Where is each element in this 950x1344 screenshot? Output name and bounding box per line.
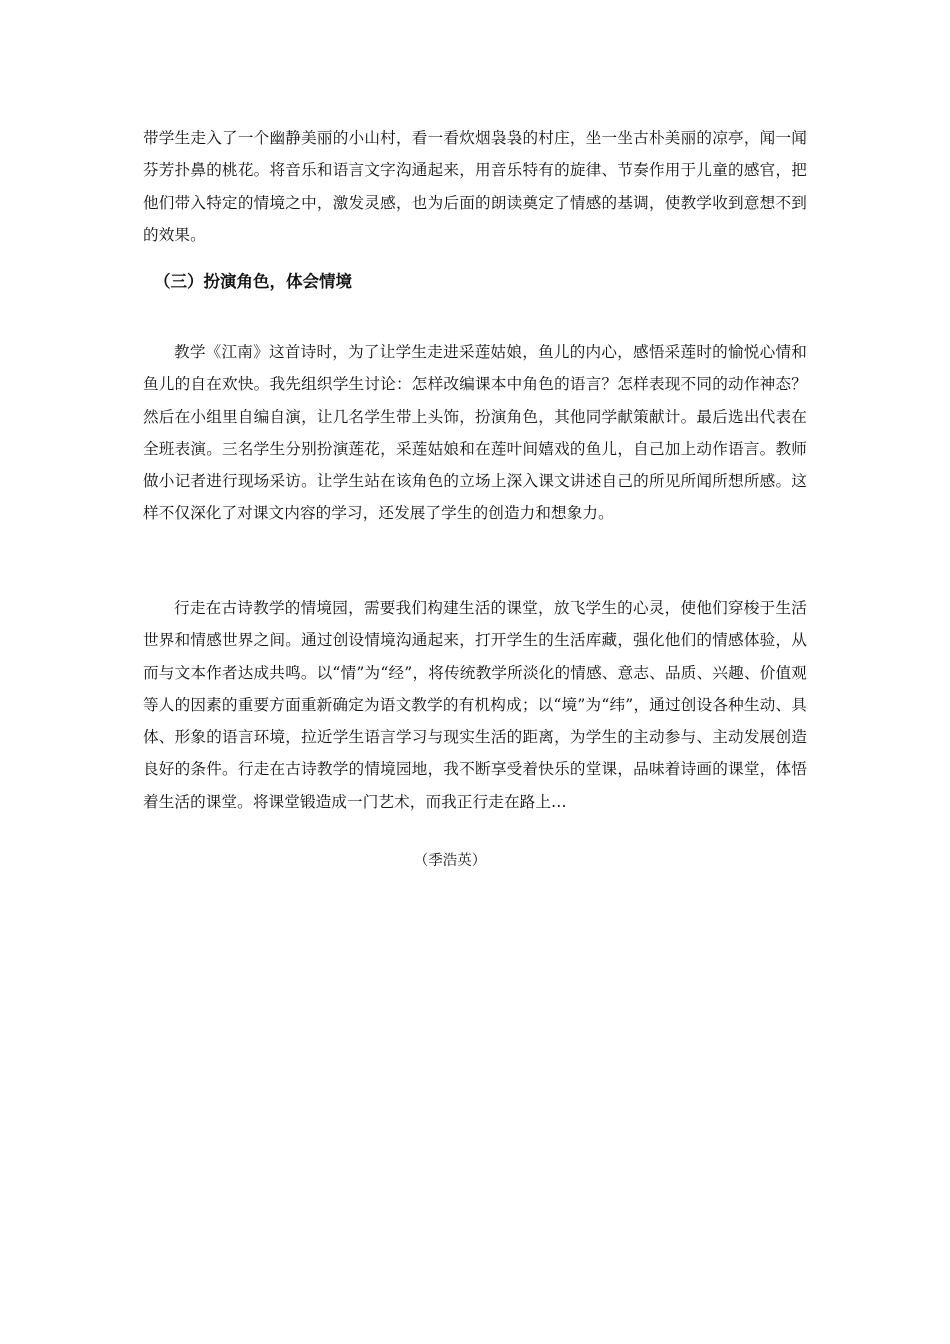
paragraph-conclusion: 行走在古诗教学的情境园，需要我们构建生活的课堂，放飞学生的心灵，使他们穿梭于生活世界和情感世界之间。通过创设情境沟通起来，打开学生的生活库藏，强化他们的情感体验，从而与文本作者达成共鸣。以“情”为“经”，将传统教学所淡化的情感、意志、品质、兴趣、价值观等人的因素的重要方面重新确定为语文教学的有机构成；以“境”为“纬”，通过创设各种生动、具体、形象的语言环境，拉近学生语言学习与现实生活的距离，为学生的主动参与、主动发展创造良好的条件。行走在古诗教学的情境园地，我不断享受着快乐的堂课，品味着诗画的课堂，体悟着生活的课堂。将课堂锻造成一门艺术，而我正行走在路上… <box>143 599 807 811</box>
paragraph-role-play: 教学《江南》这首诗时，为了让学生走进采莲姑娘，鱼儿的内心，感悟采莲时的愉悦心情和鱼儿的自在欢快。我先组织学生讨论：怎样改编课本中角色的语言？怎样表现不同的动作神态？然后在小组里自编自演，让几名学生带上头饰，扮演角色，其他同学献策献计。最后选出代表在全班表演。三名学生分别扮演莲花，采莲姑娘和在莲叶间嬉戏的鱼儿，自己加上动作语言。教师做小记者进行现场采访。让学生站在该角色的立场上深入课文讲述自己的所见所闻所想所感。这样不仅深化了对课文内容的学习，还发展了学生的创造力和想象力。 <box>143 343 807 523</box>
section-heading: （三）扮演角色，体会情境 <box>154 272 352 291</box>
paragraph-intro-continuation: 带学生走入了一个幽静美丽的小山村，看一看炊烟袅袅的村庄，坐一坐古朴美丽的凉亭，闻一闻芬芳扑鼻的桃花。将音乐和语言文字沟通起来，用音乐特有的旋律、节奏作用于儿童的感官，把他们带入特定的情境之中，激发灵感，也为后面的朗读奠定了情感的基调，使教学收到意想不到的效果。 <box>143 129 807 244</box>
author-signature: （季浩英） <box>413 853 487 869</box>
